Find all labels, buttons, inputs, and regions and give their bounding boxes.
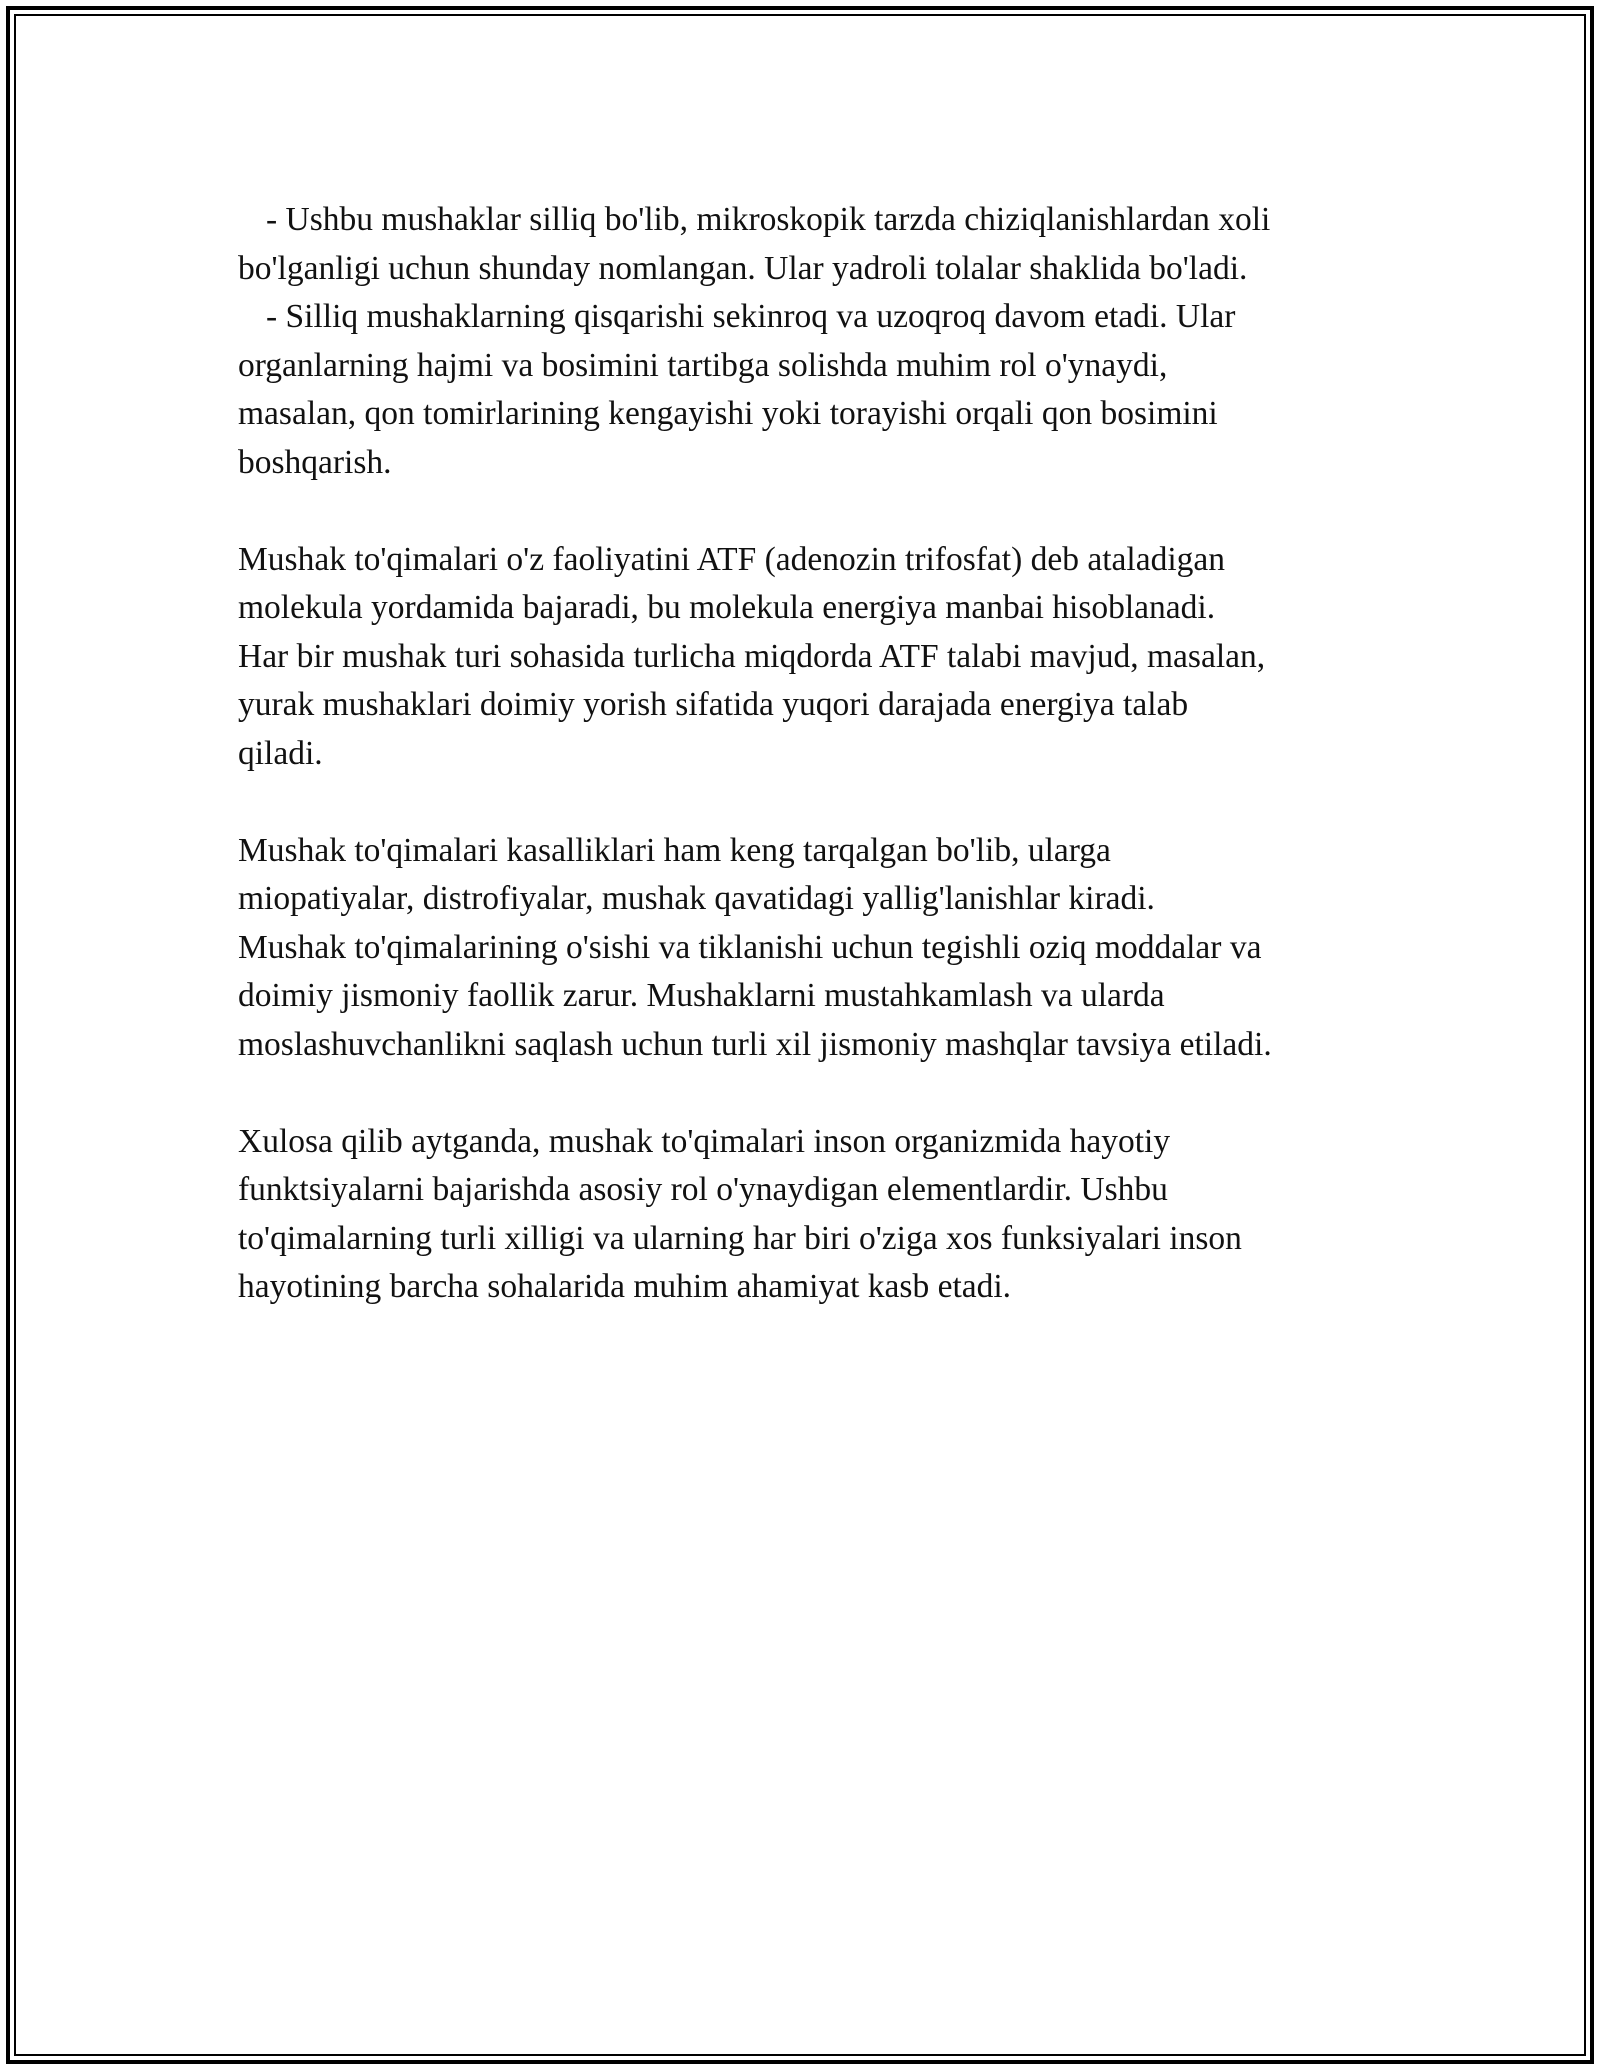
list-item-line: bo'lganligi uchun shunday nomlangan. Ular yadroli tolalar shaklida bo'ladi. (238, 249, 1248, 287)
paragraph-line: Mushak to'qimalari kasalliklari ham keng tarqalgan bo'lib, ularga (238, 831, 1111, 869)
paragraph-spacer (238, 1069, 1398, 1118)
list-item-line: boshqarish. (238, 443, 392, 481)
paragraph-line: Xulosa qilib aytganda, mushak to'qimalari inson organizmida hayotiy (238, 1122, 1171, 1160)
paragraph-line: molekula yordamida bajaradi, bu molekula energiya manbai hisoblanadi. (238, 589, 1216, 626)
paragraph-line: to'qimalarning turli xilligi va ularning har biri o'ziga xos funksiyalari inson (238, 1219, 1242, 1257)
paragraph-line: moslashuvchanlikni saqlash uchun turli xil jismoniy mashqlar tavsiya etiladi. (238, 1025, 1272, 1063)
paragraph-line: doimiy jismoniy faollik zarur. Mushaklarni mustahkamlash va ularda (238, 977, 1165, 1014)
paragraph-line: Har bir mushak turi sohasida turlicha miqdorda ATF talabi mavjud, masalan, (238, 637, 1266, 675)
list-item (238, 196, 1398, 293)
paragraph-conclusion (238, 1118, 1398, 1312)
list-item (238, 293, 1398, 487)
page-border-inner (14, 14, 1586, 2056)
paragraph-line: yurak mushaklari doimiy yorish sifatida yuqori darajada energiya talab (238, 686, 1189, 723)
paragraph-line: miopatiyalar, distrofiyalar, mushak qavatidagi yallig'lanishlar kiradi. (238, 880, 1155, 917)
list-item-line: organlarning hajmi va bosimini tartibga solishda muhim rol o'ynaydi, (238, 346, 1168, 384)
page-border-outer (6, 6, 1594, 2064)
list-item-line: - Ushbu mushaklar silliq bo'lib, mikroskopik tarzda chiziqlanishlardan xoli (266, 201, 1271, 238)
paragraph-line: Mushak to'qimalarining o'sishi va tiklanishi uchun tegishli oziq moddalar va (238, 928, 1262, 966)
document-body (238, 196, 1398, 1312)
paragraph-line: hayotining barcha sohalarida muhim ahamiyat kasb etadi. (238, 1268, 1012, 1305)
list-item-line: masalan, qon tomirlarining kengayishi yoki torayishi orqali qon bosimini (238, 395, 1218, 432)
paragraph-atf (238, 536, 1398, 779)
paragraph-spacer (238, 778, 1398, 827)
paragraph-diseases (238, 827, 1398, 1070)
paragraph-line: qiladi. (238, 734, 323, 772)
list-item-line: - Silliq mushaklarning qisqarishi sekinroq va uzoqroq davom etadi. Ular (266, 298, 1236, 335)
paragraph-spacer (238, 487, 1398, 536)
bullet-list (238, 196, 1398, 487)
paragraph-line: funktsiyalarni bajarishda asosiy rol o'ynaydigan elementlardir. Ushbu (238, 1171, 1168, 1208)
paragraph-line: Mushak to'qimalari o'z faoliyatini ATF (adenozin trifosfat) deb ataladigan (238, 540, 1226, 578)
